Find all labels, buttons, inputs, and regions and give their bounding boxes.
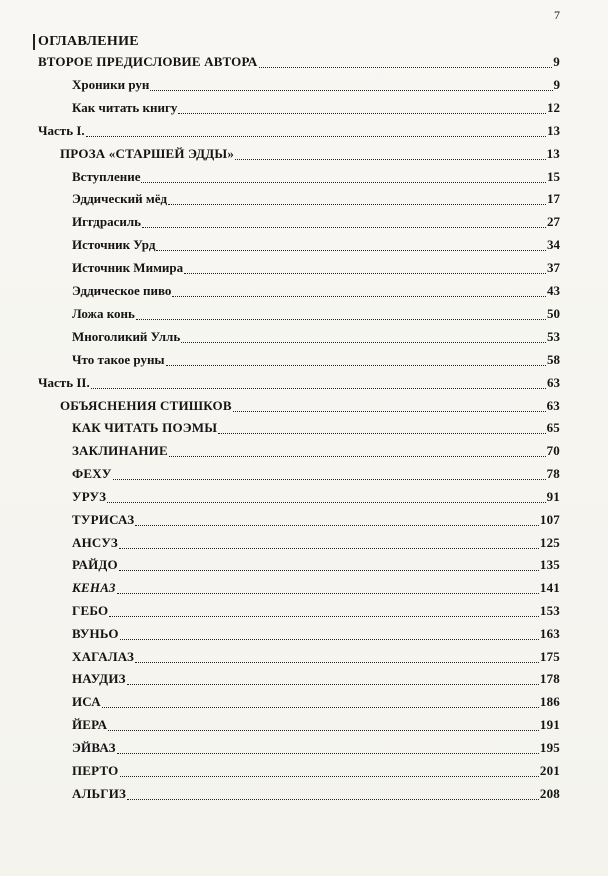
toc-entry[interactable]	[38, 54, 560, 72]
leader-dots	[117, 592, 539, 594]
leader-dots	[108, 729, 539, 731]
toc-entry-label: АЛЬГИЗ	[72, 786, 127, 801]
toc-entry[interactable]	[72, 626, 560, 644]
leader-dots	[86, 135, 546, 137]
toc-entry-page: 17	[547, 191, 560, 206]
leader-dots	[136, 318, 546, 320]
toc-title: ОГЛАВЛЕНИЕ	[38, 34, 139, 49]
toc-entry[interactable]	[72, 77, 560, 95]
leader-dots	[102, 706, 539, 708]
toc-entry-page: 58	[547, 352, 560, 367]
toc-entry-label: РАЙДО	[72, 557, 118, 572]
toc-entry[interactable]	[72, 169, 560, 187]
leader-dots	[181, 341, 546, 343]
toc-entry[interactable]	[72, 420, 560, 438]
toc-entry-label: Эддический мёд	[72, 191, 168, 206]
leader-dots	[142, 226, 546, 228]
toc-entry-label: ЗАКЛИНАНИЕ	[72, 443, 168, 458]
toc-entry-label: ВУНЬО	[72, 626, 119, 641]
leader-dots	[117, 752, 539, 754]
toc-entry-page: 9	[553, 54, 560, 69]
toc-entry[interactable]	[72, 306, 560, 324]
toc-entry-label: Часть I.	[38, 123, 85, 138]
toc-entry-label: ОБЪЯСНЕНИЯ СТИШКОВ	[60, 398, 232, 413]
toc-entry-page: 141	[539, 580, 560, 595]
toc-entry[interactable]	[72, 786, 560, 804]
toc-entry[interactable]	[72, 763, 560, 781]
toc-entry-page: 53	[547, 329, 560, 344]
leader-dots	[120, 775, 539, 777]
toc-entry-page: 15	[547, 169, 560, 184]
toc-entry[interactable]	[38, 123, 560, 141]
toc-entry-page: 201	[539, 763, 560, 778]
toc-entry-label: УРУЗ	[72, 489, 107, 504]
toc-entry-page: 135	[539, 557, 560, 572]
toc-entry-label: ФЕХУ	[72, 466, 112, 481]
toc-entry-page: 186	[539, 694, 560, 709]
leader-dots	[168, 203, 546, 205]
toc-entry[interactable]	[72, 443, 560, 461]
toc-entry[interactable]	[72, 214, 560, 232]
leader-dots	[141, 181, 546, 183]
toc-entry[interactable]	[72, 740, 560, 758]
toc-entry-label: Хроники рун	[72, 77, 150, 92]
toc-entry-page: 37	[547, 260, 560, 275]
toc-entry-label: Что такое руны	[72, 352, 165, 367]
toc-entry-page: 12	[547, 100, 560, 115]
toc-entry-page: 63	[547, 375, 560, 390]
leader-dots	[120, 638, 539, 640]
leader-dots	[169, 455, 546, 457]
toc-entry-label: ЭЙВАЗ	[72, 740, 116, 755]
leader-dots	[235, 158, 546, 160]
leader-dots	[184, 272, 546, 274]
leader-dots	[119, 569, 539, 571]
leader-dots	[259, 66, 553, 68]
toc-entry[interactable]	[72, 237, 560, 255]
leader-dots	[109, 615, 539, 617]
toc-entry-page: 191	[539, 717, 560, 732]
toc-entry-page: 13	[546, 146, 560, 161]
toc-entry-page: 163	[539, 626, 560, 641]
toc-entry-page: 9	[553, 77, 560, 92]
toc-entry-page: 125	[539, 535, 560, 550]
leader-dots	[233, 410, 546, 412]
toc-entry[interactable]	[72, 512, 560, 530]
toc-entry[interactable]	[60, 398, 560, 416]
toc-entry-label: ПЕРТО	[72, 763, 119, 778]
leader-dots	[107, 501, 545, 503]
leader-dots	[119, 547, 539, 549]
toc-entry-label: АНСУЗ	[72, 535, 118, 550]
toc-entry-label: Иггдрасиль	[72, 214, 142, 229]
toc-entry-label: Источник Мимира	[72, 260, 184, 275]
toc-entry-page: 208	[539, 786, 560, 801]
toc-entry-page: 195	[539, 740, 560, 755]
toc-entry-label: ГЕБО	[72, 603, 109, 618]
toc-entry[interactable]	[72, 557, 560, 575]
toc-entry[interactable]	[72, 100, 560, 118]
toc-entry-page: 107	[539, 512, 560, 527]
toc-entry[interactable]	[72, 580, 560, 598]
toc-entry-page: 70	[546, 443, 560, 458]
toc-entry[interactable]	[72, 535, 560, 553]
toc-entry-label: ТУРИСАЗ	[72, 512, 135, 527]
toc-entry-label: ЙЕРА	[72, 717, 108, 732]
toc-entry-label: ВТОРОЕ ПРЕДИСЛОВИЕ АВТОРА	[38, 54, 258, 69]
margin-mark	[33, 34, 35, 50]
leader-dots	[178, 112, 546, 114]
toc-entry-page: 43	[547, 283, 560, 298]
leader-dots	[150, 89, 552, 91]
toc-entry-label: Многоликий Улль	[72, 329, 181, 344]
leader-dots	[91, 387, 546, 389]
toc-entry[interactable]	[72, 191, 560, 209]
toc-entry[interactable]	[72, 671, 560, 689]
toc-entry-page: 175	[539, 649, 560, 664]
toc-entry-label: Вступление	[72, 169, 141, 184]
toc-entry-page: 27	[547, 214, 560, 229]
leader-dots	[135, 524, 539, 526]
page-number: 7	[554, 8, 560, 22]
toc-entry-label: НАУДИЗ	[72, 671, 126, 686]
toc-entry-label: Ложа конь	[72, 306, 135, 321]
toc-entry-page: 13	[547, 123, 560, 138]
toc-entry-page: 65	[546, 420, 560, 435]
toc-entry[interactable]	[72, 283, 560, 301]
toc-entry-page: 178	[539, 671, 560, 686]
toc-entry-label: ИСА	[72, 694, 101, 709]
toc-entry[interactable]	[60, 146, 560, 164]
leader-dots	[127, 683, 539, 685]
toc-entry-label: Источник Урд	[72, 237, 156, 252]
toc-entry-label: Часть II.	[38, 375, 90, 390]
toc-entry[interactable]	[72, 603, 560, 621]
toc-entry[interactable]	[72, 352, 560, 370]
leader-dots	[156, 249, 546, 251]
leader-dots	[127, 798, 539, 800]
toc-entry-label: КАК ЧИТАТЬ ПОЭМЫ	[72, 420, 218, 435]
toc-entry[interactable]	[72, 329, 560, 347]
toc-entry-page: 34	[547, 237, 560, 252]
leader-dots	[166, 364, 546, 366]
toc-entry-page: 91	[546, 489, 560, 504]
toc-entry[interactable]	[38, 375, 560, 393]
toc-entry-label: ХАГАЛАЗ	[72, 649, 135, 664]
toc-entry-label: Эддическое пиво	[72, 283, 172, 298]
leader-dots	[113, 478, 546, 480]
toc-entry[interactable]	[72, 649, 560, 667]
toc-entry-page: 78	[546, 466, 560, 481]
toc-entry-page: 153	[539, 603, 560, 618]
toc-entry[interactable]	[72, 260, 560, 278]
leader-dots	[218, 432, 545, 434]
toc-entry[interactable]	[72, 694, 560, 712]
toc-entry-label: ПРОЗА «СТАРШЕЙ ЭДДЫ»	[60, 146, 235, 161]
leader-dots	[135, 661, 539, 663]
toc-entry-page: 63	[546, 398, 560, 413]
toc-entry-page: 50	[547, 306, 560, 321]
toc-entry-label: КЕНАЗ	[72, 580, 116, 595]
toc-entry-label: Как читать книгу	[72, 100, 178, 115]
toc-entry[interactable]	[72, 489, 560, 507]
leader-dots	[172, 295, 546, 297]
toc-entry[interactable]	[72, 717, 560, 735]
toc-entry[interactable]	[72, 466, 560, 484]
